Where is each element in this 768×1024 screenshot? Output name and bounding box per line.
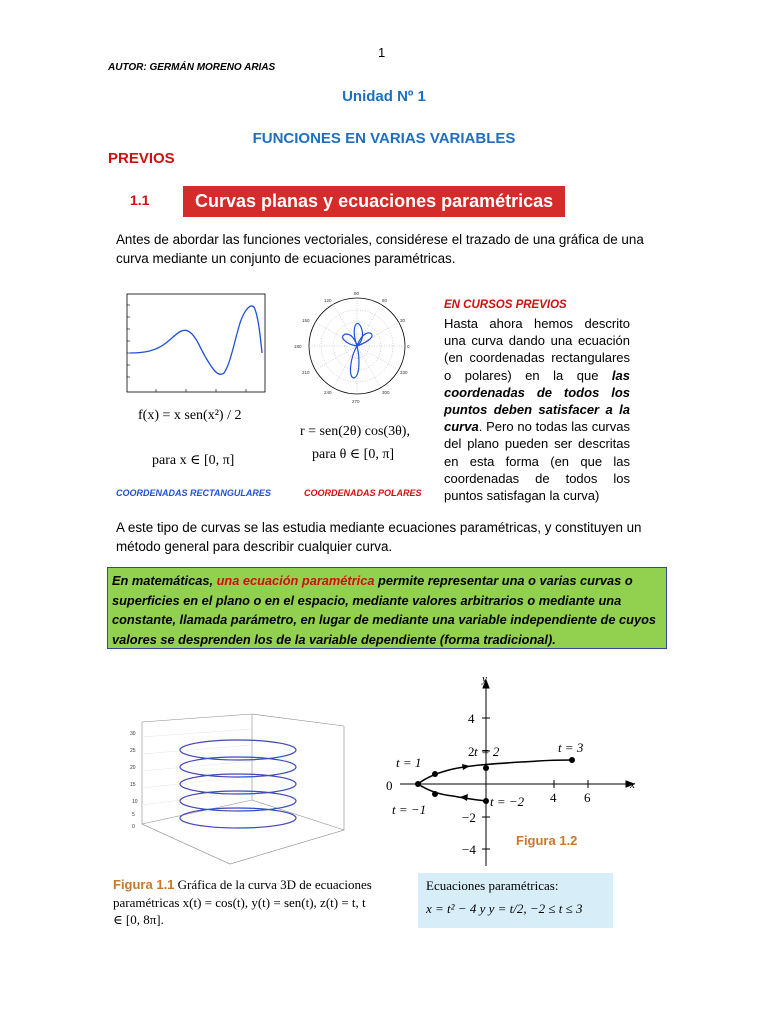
z-tick: 30 — [130, 731, 136, 737]
polar-angle-label: 60 — [382, 298, 388, 303]
y-axis-label: y — [482, 673, 487, 685]
side-note-text: Hasta ahora hemos descrito una curva dando una ecuación (en coordenadas rectangulares o polares) en la que las coordenadas de todos los puntos deben satisfacer a la curva. Pero no todas las curvas del plano pueden ser descritas en esta forma (en que las coordenadas de todos los puntos satisfagan la curva) — [444, 316, 630, 504]
y-tick: −2 — [462, 810, 476, 825]
figure1-caption: Figura 1.1 Gráfica de la curva 3D de ecuaciones paramétricas x(t) = cos(t), y(t) = sen(t), z(t) = t, t ∈ [0, 8π]. — [113, 877, 372, 928]
paragraph-2: A este tipo de curvas se las estudia mediante ecuaciones paramétricas, y constituyen un método general para describir cualquier curva. — [116, 520, 642, 554]
figure1-label: Figura 1.1 — [113, 877, 175, 892]
polar-angle-label: 0 — [407, 344, 410, 349]
parametric-equations-box — [418, 873, 613, 928]
polar-plot — [290, 286, 424, 408]
section-banner: Curvas planas y ecuaciones paramétricas — [183, 186, 565, 217]
helix-3d-plot — [112, 712, 360, 868]
polar-equation: r = sen(2θ) cos(3θ), — [300, 424, 410, 439]
figure2-label: Figura 1.2 — [516, 833, 578, 848]
z-tick: 0 — [132, 824, 135, 830]
author-line: AUTOR: GERMÁN MORENO ARIAS — [108, 62, 276, 73]
polar-angle-label: 120 — [324, 298, 332, 303]
z-tick: 25 — [130, 748, 136, 754]
z-tick: 10 — [132, 799, 138, 805]
polar-angle-label: 300 — [382, 390, 390, 395]
t-label: t = 1 — [396, 755, 422, 770]
parametric-plot — [378, 668, 640, 868]
helix-curve — [180, 740, 296, 828]
intro-paragraph: Antes de abordar las funciones vectoriales, considérese el trazado de una gráfica de una curva mediante un conjunto de ecuaciones paramétricas. — [116, 232, 644, 266]
x-axis-label: x — [630, 779, 635, 791]
polar-angle-label: 330 — [400, 370, 408, 375]
definition-box: En matemáticas, una ecuación paramétrica permite representar una o varias curvas o superficies en el plano o en el espacio, mediante valores arbitrarios o mediante una constante, llamada parámetro, en lugar de mediante una variable independiente de cuyos valores se desprenden los de la variable dependiente (forma tradicional). — [107, 567, 667, 649]
unit-title: Unidad Nº 1 — [342, 88, 426, 105]
rect-label: COORDENADAS RECTANGULARES — [116, 488, 271, 498]
rect-domain: para x ∈ [0, π] — [152, 453, 235, 468]
z-tick: 5 — [132, 812, 135, 818]
polar-petals — [343, 323, 372, 378]
z-tick: 15 — [130, 782, 136, 788]
eq-title: Ecuaciones paramétricas: — [426, 878, 559, 893]
page-number: 1 — [378, 45, 386, 60]
t-label: t = 3 — [558, 740, 584, 755]
x-tick: 4 — [550, 790, 557, 805]
main-title: FUNCIONES EN VARIAS VARIABLES — [252, 130, 516, 147]
t-label: t = −2 — [490, 794, 525, 809]
polar-angle-label: 270 — [352, 399, 360, 404]
eq-body: x = t² − 4 y y = t/2, −2 ≤ t ≤ 3 — [426, 901, 583, 916]
origin-label: 0 — [386, 778, 393, 793]
polar-angle-label: 30 — [400, 318, 406, 323]
rect-equation: f(x) = x sen(x²) / 2 — [138, 408, 242, 423]
polar-angle-label: 240 — [324, 390, 332, 395]
polar-label: COORDENADAS POLARES — [304, 488, 422, 498]
side-note-emphasis: las coordenadas de todos los puntos deben satisfacer a la curva — [444, 367, 630, 435]
polar-angle-label: 180 — [294, 344, 302, 349]
section-number: 1.1 — [130, 192, 150, 208]
polar-domain: para θ ∈ [0, π] — [312, 447, 395, 462]
x-tick: 6 — [584, 790, 591, 805]
side-note-heading: EN CURSOS PREVIOS — [444, 299, 567, 311]
polar-angle-label: 90 — [354, 291, 360, 296]
previos-heading: PREVIOS — [108, 150, 175, 167]
t-label: t = −1 — [392, 802, 427, 817]
y-tick: 2 — [468, 744, 475, 759]
t-label: t = 2 — [474, 744, 500, 759]
z-tick: 20 — [130, 765, 136, 771]
polar-angle-label: 150 — [302, 318, 310, 323]
y-tick: 4 — [468, 711, 475, 726]
definition-highlight: una ecuación paramétrica — [216, 573, 375, 588]
y-tick: −4 — [462, 842, 476, 857]
rectangular-plot — [126, 293, 268, 395]
polar-angle-label: 210 — [302, 370, 310, 375]
